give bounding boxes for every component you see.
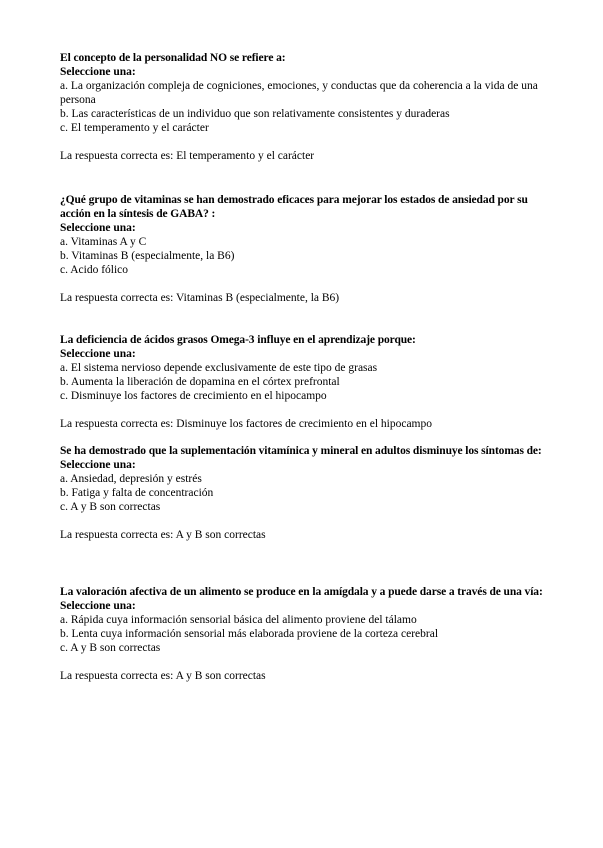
option-a: a. Vitaminas A y C xyxy=(60,236,147,248)
correct-answer: La respuesta correcta es: Vitaminas B (especialmente, la B6) xyxy=(60,292,340,304)
correct-answer: La respuesta correcta es: Disminuye los factores de crecimiento en el hipocampo xyxy=(60,418,433,430)
question-block xyxy=(60,444,550,542)
question-title: ¿Qué grupo de vitaminas se han demostrado eficaces para mejorar los estados de ansiedad por su acción en la síntesis de GABA? : xyxy=(60,194,528,220)
option-b: b. Lenta cuya información sensorial más elaborada proviene de la corteza cerebral xyxy=(60,628,439,640)
option-a: a. La organización compleja de cogniciones, emociones, y conductas que da coherencia a la vida de una persona xyxy=(60,80,538,106)
option-c: c. A y B son correctas xyxy=(60,642,161,654)
option-c: c. Acido fólico xyxy=(60,264,129,276)
question-title: La deficiencia de ácidos grasos Omega-3 influye en el aprendizaje porque: xyxy=(60,334,416,346)
option-b: b. Aumenta la liberación de dopamina en el córtex prefrontal xyxy=(60,376,340,388)
option-a: a. Ansiedad, depresión y estrés xyxy=(60,473,202,485)
option-b: b. Las características de un individuo que son relativamente consistentes y duraderas xyxy=(60,108,450,120)
select-label: Seleccione una: xyxy=(60,600,136,612)
correct-answer: La respuesta correcta es: A y B son correctas xyxy=(60,670,266,682)
select-label: Seleccione una: xyxy=(60,459,136,471)
question-title: El concepto de la personalidad NO se refiere a: xyxy=(60,52,286,64)
question-block xyxy=(60,51,550,163)
question-block xyxy=(60,333,550,431)
option-c: c. El temperamento y el carácter xyxy=(60,122,209,134)
select-label: Seleccione una: xyxy=(60,222,136,234)
option-b: b. Fatiga y falta de concentración xyxy=(60,487,214,499)
option-c: c. Disminuye los factores de crecimiento en el hipocampo xyxy=(60,390,327,402)
correct-answer: La respuesta correcta es: El temperamento y el carácter xyxy=(60,150,315,162)
correct-answer: La respuesta correcta es: A y B son correctas xyxy=(60,529,266,541)
select-label: Seleccione una: xyxy=(60,348,136,360)
question-block xyxy=(60,585,550,683)
question-block xyxy=(60,193,550,305)
option-a: a. Rápida cuya información sensorial básica del alimento proviene del tálamo xyxy=(60,614,417,626)
option-b: b. Vitaminas B (especialmente, la B6) xyxy=(60,250,235,262)
question-title: Se ha demostrado que la suplementación vitamínica y mineral en adultos disminuye los síntomas de: xyxy=(60,445,542,457)
select-label: Seleccione una: xyxy=(60,66,136,78)
option-a: a. El sistema nervioso depende exclusivamente de este tipo de grasas xyxy=(60,362,378,374)
option-c: c. A y B son correctas xyxy=(60,501,161,513)
question-title: La valoración afectiva de un alimento se produce en la amígdala y a puede darse a través de una vía: xyxy=(60,586,543,598)
